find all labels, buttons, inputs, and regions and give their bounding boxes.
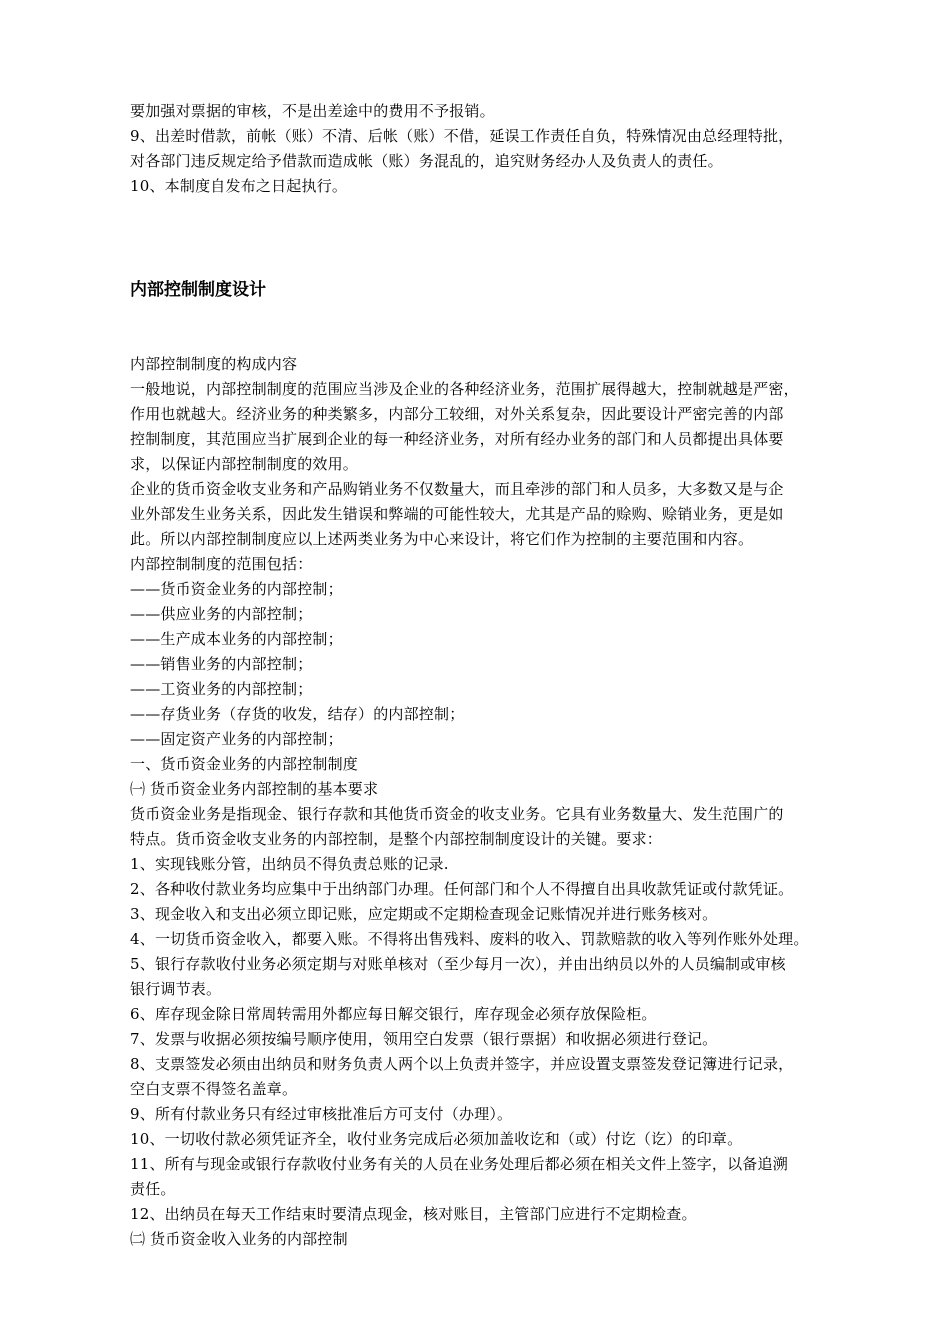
paragraph-line: 货币资金业务是指现金、银行存款和其他货币资金的收支业务。它具有业务数量大、发生范围广的 bbox=[130, 805, 784, 823]
list-item: 7、发票与收据必须按编号顺序使用，领用空白发票（银行票据）和收据必须进行登记。 bbox=[130, 1030, 718, 1048]
paragraph-line: 10、本制度自发布之日起执行。 bbox=[130, 177, 348, 195]
paragraph-line: 内部控制制度的范围包括： bbox=[130, 555, 313, 573]
list-item: ——固定资产业务的内部控制； bbox=[130, 730, 343, 748]
list-item: 6、库存现金除日常周转需用外都应每日解交银行，库存现金必须存放保险柜。 bbox=[130, 1005, 657, 1023]
list-item: 2、各种收付款业务均应集中于出纳部门办理。任何部门和个人不得擅自出具收款凭证或付款凭证。 bbox=[130, 880, 794, 898]
list-item: 9、所有付款业务只有经过审核批准后方可支付（办理）。 bbox=[130, 1105, 513, 1123]
list-item: ——供应业务的内部控制； bbox=[130, 605, 313, 623]
subsection-heading: ㈡ 货币资金收入业务的内部控制 bbox=[130, 1230, 348, 1248]
list-item: 1、实现钱账分管，出纳员不得负责总账的记录. bbox=[130, 855, 449, 873]
paragraph-line: 特点。货币资金收支业务的内部控制，是整个内部控制制度设计的关键。要求： bbox=[130, 830, 663, 848]
paragraph-line: 控制制度，其范围应当扩展到企业的每一种经济业务，对所有经办业务的部门和人员都提出具体要 bbox=[130, 430, 784, 448]
list-item: 空白支票不得签名盖章。 bbox=[130, 1080, 298, 1098]
list-item: 8、支票签发必须由出纳员和财务负责人两个以上负责并签字，并应设置支票签发登记簿进行记录， bbox=[130, 1055, 794, 1073]
list-item: ——工资业务的内部控制； bbox=[130, 680, 313, 698]
list-item: 责任。 bbox=[130, 1180, 176, 1198]
paragraph-line: 9、出差时借款，前帐（账）不清、后帐（账）不借，延误工作责任自负，特殊情况由总经理特批， bbox=[130, 127, 794, 145]
list-item: 12、出纳员在每天工作结束时要清点现金，核对账目，主管部门应进行不定期检查。 bbox=[130, 1205, 697, 1223]
paragraph-line: 一般地说，内部控制制度的范围应当涉及企业的各种经济业务，范围扩展得越大，控制就越是严密， bbox=[130, 380, 799, 398]
paragraph-line: 企业的货币资金收支业务和产品购销业务不仅数量大，而且牵涉的部门和人员多，大多数又是与企 bbox=[130, 480, 784, 498]
list-item: 3、现金收入和支出必须立即记账，应定期或不定期检查现金记账情况并进行账务核对。 bbox=[130, 905, 718, 923]
paragraph-line: 对各部门违反规定给予借款而造成帐（账）务混乱的，追究财务经办人及负责人的责任。 bbox=[130, 152, 723, 170]
paragraph-line: 内部控制制度的构成内容 bbox=[130, 355, 298, 373]
paragraph-line: 此。所以内部控制制度应以上述两类业务为中心来设计，将它们作为控制的主要范围和内容。 bbox=[130, 530, 754, 548]
paragraph-line: 要加强对票据的审核，不是出差途中的费用不予报销。 bbox=[130, 102, 495, 120]
list-item: 11、所有与现金或银行存款收付业务有关的人员在业务处理后都必须在相关文件上签字，以备追溯 bbox=[130, 1155, 788, 1173]
list-item: ——生产成本业务的内部控制； bbox=[130, 630, 343, 648]
list-item: ——货币资金业务的内部控制； bbox=[130, 580, 343, 598]
list-item: 银行调节表。 bbox=[130, 980, 222, 998]
list-item: 10、一切收付款必须凭证齐全，收付业务完成后必须加盖收讫和（或）付讫（讫）的印章。 bbox=[130, 1130, 743, 1148]
paragraph-line: 作用也就越大。经济业务的种类繁多，内部分工较细，对外关系复杂，因此要设计严密完善的内部 bbox=[130, 405, 784, 423]
section-title: 内部控制制度设计 bbox=[130, 280, 266, 300]
list-item: ——存货业务（存货的收发，结存）的内部控制； bbox=[130, 705, 465, 723]
list-item: ——销售业务的内部控制； bbox=[130, 655, 313, 673]
subsection-heading: 一、货币资金业务的内部控制制度 bbox=[130, 755, 359, 773]
list-item: 5、银行存款收付业务必须定期与对账单核对（至少每月一次），并由出纳员以外的人员编制或审核 bbox=[130, 955, 786, 973]
paragraph-line: 求，以保证内部控制制度的效用。 bbox=[130, 455, 359, 473]
paragraph-line: 业外部发生业务关系，因此发生错误和弊端的可能性较大，尤其是产品的赊购、赊销业务，更是如 bbox=[130, 505, 784, 523]
subsection-heading: ㈠ 货币资金业务内部控制的基本要求 bbox=[130, 780, 379, 798]
list-item: 4、一切货币资金收入，都要入账。不得将出售残料、废料的收入、罚款赔款的收入等列作账外处理。 bbox=[130, 930, 809, 948]
